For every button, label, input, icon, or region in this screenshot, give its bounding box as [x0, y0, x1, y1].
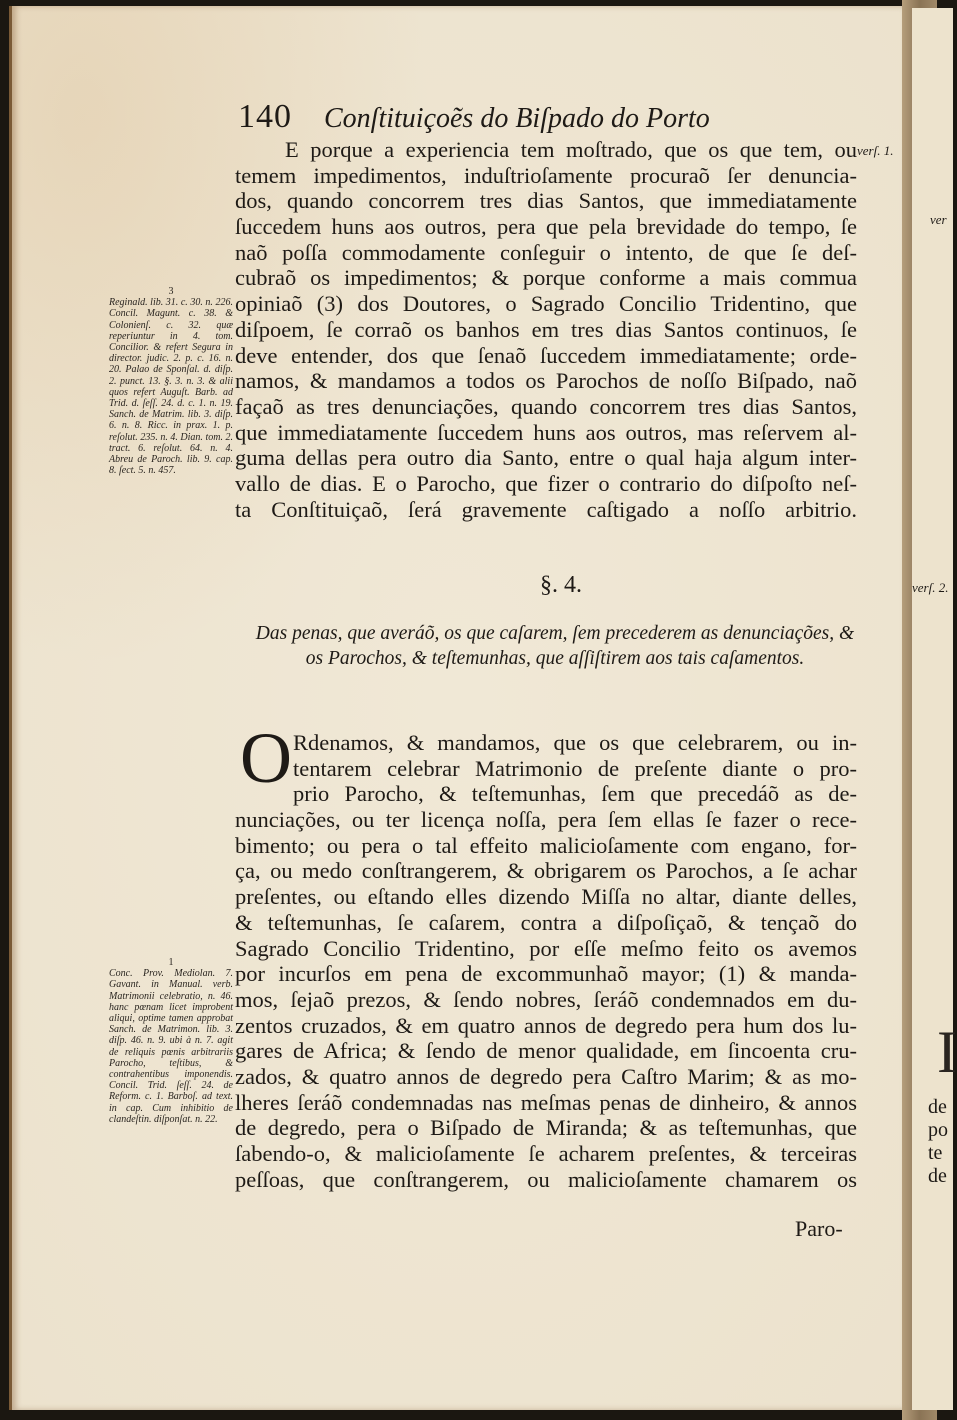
section-mark: §. 4.	[540, 572, 582, 598]
text-line: que immediatamente ſuccedem huns aos outros, mas reſervem al-	[235, 419, 857, 445]
text-line: deve entender, dos que ſenaõ ſuccedem immediatamente; orde-	[235, 342, 857, 368]
section-heading: Das penas, que averáõ, os que caſarem, ſem precederem as denunciações, & os Parochos, & teſtemunhas, que aſſiſtirem aos tais caſamentos.	[255, 623, 855, 669]
text-line: ſabendo-o, & malicioſamente ſe acharem preſentes, & terceiras	[235, 1141, 857, 1166]
text-line: temem impedimentos, induſtrioſamente procuraõ ſer denuncia-	[235, 162, 857, 188]
note-mark: 1	[168, 957, 174, 968]
next-page-fragments	[928, 1096, 948, 1188]
text-line: cubraõ os impedimentos; & porque conforme a mais commua	[235, 265, 857, 291]
text-line: Sagrado Concilio Tridentino, por eſſe meſmo feito os avemos	[235, 935, 857, 961]
text-line: preſentes, ou eſtando elles dizendo Miſſa no altar, diante delles,	[235, 884, 857, 910]
note-mark: 3	[168, 286, 174, 297]
text-line: por incurſos em pena de excommunhaõ mayor; (1) & manda-	[235, 961, 857, 987]
text-line: & teſtemunhas, ſe caſarem, contra a diſpoſiçaõ, & tençaõ do	[235, 909, 857, 935]
text-line: dos, quando concorrem tres dias Santos, que immediatamente	[235, 188, 857, 214]
text-line: ſuccedem huns aos outros, pera que pela brevidade do tempo, ſe	[235, 214, 857, 240]
text-line: zados, & quatro annos de degredo pera Caſtro Marim; & as mo-	[235, 1063, 857, 1089]
next-page-drop-cap: I	[937, 1019, 957, 1085]
text-line: opiniaõ (3) dos Doutores, o Sagrado Concilio Tridentino, que	[235, 291, 857, 317]
text-line: guma dellas pera outro dia Santo, entre o qual haja algum inter-	[235, 445, 857, 471]
margin-note-3	[109, 286, 233, 476]
note-text: Conc. Prov. Mediolan. 7. Gavant. in Manual. verb. Matrimonii celebratio, n. 46. hanc pœnam licet improbent aliqui, optime tamen approbat Sanch. de Matrimon. lib. 3. diſp. 46. n. 9. ubi à n. 7. agit de reliquis pœnis arbitrariis Parocho, teſtibus, & contrahentibus imponendis. Concil. Trid. ſeſſ. 24. de Reform. c. 1. Barboſ. ad text. in cap. Cum inhibitio de clandeſtin. diſponſat. n. 22.	[109, 968, 233, 1125]
note-text: Reginald. lib. 31. c. 30. n. 226. Concil. Magunt. c. 38. & Colonienſ. c. 32. quæ reperiuntur in 4. tom. Concilior. & refert Segura in director. judic. 2. p. c. 16. n. 20. Palao de Sponſal. d. diſp. 2. punct. 13. §. 3. n. 3. & alii quos refert Auguſt. Barb. ad Trid. d. ſeſſ. 24. d. c. 1. n. 19. Sanch. de Matrim. lib. 3. diſp. 6. n. 8. Ricc. in prax. 1. p. reſolut. 235. n. 4. Dian. tom. 2. tract. 6. reſolut. 64. n. 4. Abreu de Paroch. lib. 9. cap. 8. ſect. 5. n. 457.	[109, 297, 233, 477]
text-line: nunciações, ou ter licença noſſa, pera ſem ellas ſe fazer o rece-	[235, 807, 857, 833]
running-title: Conſtituiçoẽs do Biſpado do Porto	[324, 103, 710, 134]
text-line: de degredo, pera o Biſpado de Miranda; & as teſtemunhas, que	[235, 1115, 857, 1141]
text-line: ta Conſtituiçaõ, ſerá gravemente caſtigado a noſſo arbitrio.	[235, 496, 857, 522]
catchword: Paro-	[795, 1216, 843, 1241]
text-line: peſſoas, que conſtrangerem, ou malicioſamente chamarem os	[235, 1166, 857, 1192]
text-line: zentos cruzados, & em quatro annos de degredo pera hum dos lu-	[235, 1012, 857, 1038]
next-page-fragment: te	[928, 1142, 943, 1164]
text-line: lheres ſeráõ condemnadas nas meſmas penas de dinheiro, & annos	[235, 1089, 857, 1115]
margin-note-1	[109, 957, 233, 1125]
text-line: Rdenamos, & mandamos, que os que celebrarem, ou in-	[293, 730, 857, 755]
text-line: mos, ſejaõ prezos, & ſendo nobres, ſeráõ condemnados em du-	[235, 986, 857, 1012]
next-page-fragment: po	[928, 1119, 948, 1141]
text-line: gares de Africa; & ſendo de menor qualidade, em ſincoenta cru-	[235, 1038, 857, 1064]
paragraph-1	[235, 137, 857, 522]
verse-marker-1: verſ. 1.	[857, 143, 894, 158]
page-number: 140	[238, 98, 292, 135]
text-line: vallo de dias. E o Parocho, que fizer o contrario do diſpoſto neſ-	[235, 470, 857, 496]
page-header	[238, 98, 710, 136]
text-line: E porque a experiencia tem moſtrado, que os que tem, ou	[285, 137, 857, 162]
text-line: prio Parocho, & teſtemunhas, ſem que precedáõ as de-	[293, 781, 857, 807]
next-page-fragment: de	[928, 1096, 947, 1118]
text-line: tentarem celebrar Matrimonio de preſente diante o pro-	[293, 755, 857, 781]
text-line: namos, & mandamos a todos os Parochos de noſſo Biſpado, naõ	[235, 368, 857, 394]
next-page-fragment: de	[928, 1165, 947, 1187]
drop-cap: O	[240, 718, 292, 798]
text-line: façaõ as tres denunciações, quando concorrem tres dias Santos,	[235, 393, 857, 419]
text-line: ça, ou medo conſtrangerem, & obrigarem os Parochos, a ſe achar	[235, 858, 857, 884]
verse-marker-next-page: ver	[930, 212, 947, 227]
text-line: naõ poſſa commodamente conſeguir o intento, de que ſe deſ-	[235, 239, 857, 265]
text-line: diſpoem, ſe corraõ os banhos em tres dias Santos continuos, ſe	[235, 316, 857, 342]
paragraph-2	[235, 718, 857, 1192]
text-line: bimento; ou pera o tal effeito malicioſamente com engano, for-	[235, 832, 857, 858]
verse-marker-2: verſ. 2.	[912, 580, 949, 595]
